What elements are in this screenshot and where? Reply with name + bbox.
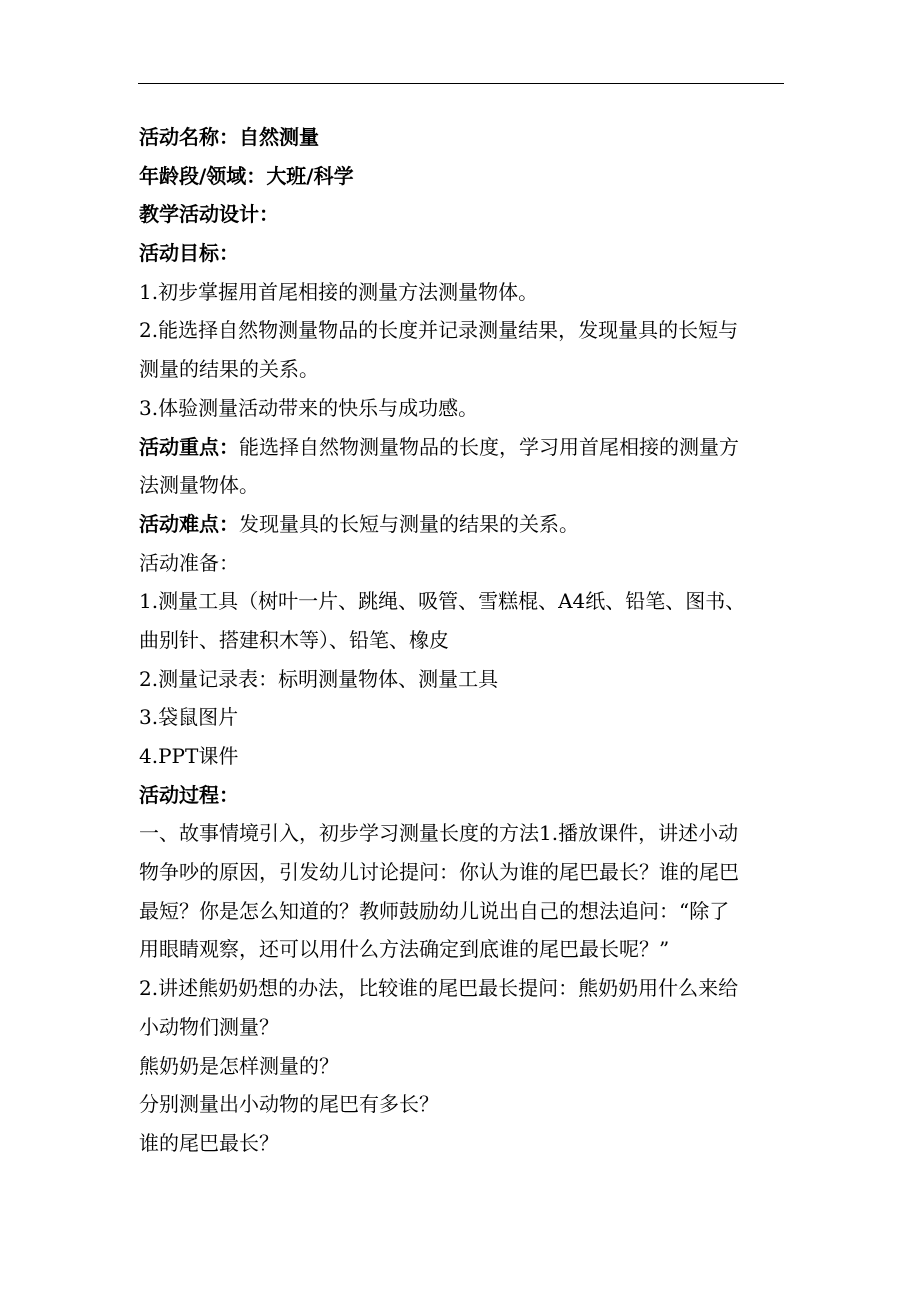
goals-heading: 活动目标： [139, 241, 239, 266]
preparation-line-4: 3.袋鼠图片 [139, 705, 239, 730]
goal-line-4: 3.体验测量活动带来的快乐与成功感。 [139, 395, 479, 420]
process-line-6: 小动物们测量？ [139, 1014, 279, 1039]
process-line-3: 最短？你是怎么知道的？教师鼓励幼儿说出自己的想法追问：“除了 [139, 898, 730, 923]
activity-name-line [139, 118, 789, 157]
process-line-8: 分别测量出小动物的尾巴有多长？ [139, 1092, 439, 1117]
preparation-line-3: 2.测量记录表：标明测量物体、测量工具 [139, 666, 499, 691]
design-heading: 教学活动设计： [139, 202, 279, 227]
age-domain-line [139, 157, 789, 196]
process-line-7: 熊奶奶是怎样测量的？ [139, 1053, 339, 1078]
preparation-line-5: 4.PPT课件 [139, 744, 239, 768]
header-rule [138, 83, 784, 84]
document-body [139, 118, 789, 1163]
age-domain-value: 大班/科学 [266, 163, 354, 188]
key-point-line-2: 法测量物体。 [139, 473, 259, 498]
process-line-2: 物争吵的原因，引发幼儿讨论提问：你认为谁的尾巴最长？谁的尾巴 [139, 860, 739, 885]
difficulty-line [139, 505, 789, 544]
process-line-5: 2.讲述熊奶奶想的办法，比较谁的尾巴最长提问：熊奶奶用什么来给 [139, 976, 739, 1001]
key-point-label: 活动重点： [139, 434, 239, 459]
goal-line-1: 1.初步掌握用首尾相接的测量方法测量物体。 [139, 279, 539, 304]
process-line-4: 用眼睛观察，还可以用什么方法确定到底谁的尾巴最长呢？” [139, 937, 670, 962]
process-line-1: 一、故事情境引入，初步学习测量长度的方法1.播放课件，讲述小动 [139, 821, 739, 846]
age-domain-label: 年龄段/领域： [139, 163, 267, 188]
goal-line-3: 测量的结果的关系。 [139, 357, 319, 382]
preparation-line-1: 1.测量工具（树叶一片、跳绳、吸管、雪糕棍、A4纸、铅笔、图书、 [139, 589, 746, 614]
process-line-9: 谁的尾巴最长？ [139, 1130, 279, 1155]
difficulty-text: 发现量具的长短与测量的结果的关系。 [239, 511, 579, 536]
process-heading: 活动过程： [139, 782, 239, 807]
difficulty-label: 活动难点： [139, 511, 239, 536]
key-point-text: 能选择自然物测量物品的长度，学习用首尾相接的测量方 [239, 434, 739, 459]
preparation-heading: 活动准备： [139, 550, 239, 575]
activity-name-label: 活动名称： [139, 125, 239, 149]
preparation-line-2: 曲别针、搭建积木等）、铅笔、橡皮 [139, 627, 449, 652]
key-point-line-1 [139, 428, 789, 467]
goal-line-2: 2.能选择自然物测量物品的长度并记录测量结果，发现量具的长短与 [139, 318, 739, 343]
activity-name-value: 自然测量 [239, 125, 319, 149]
